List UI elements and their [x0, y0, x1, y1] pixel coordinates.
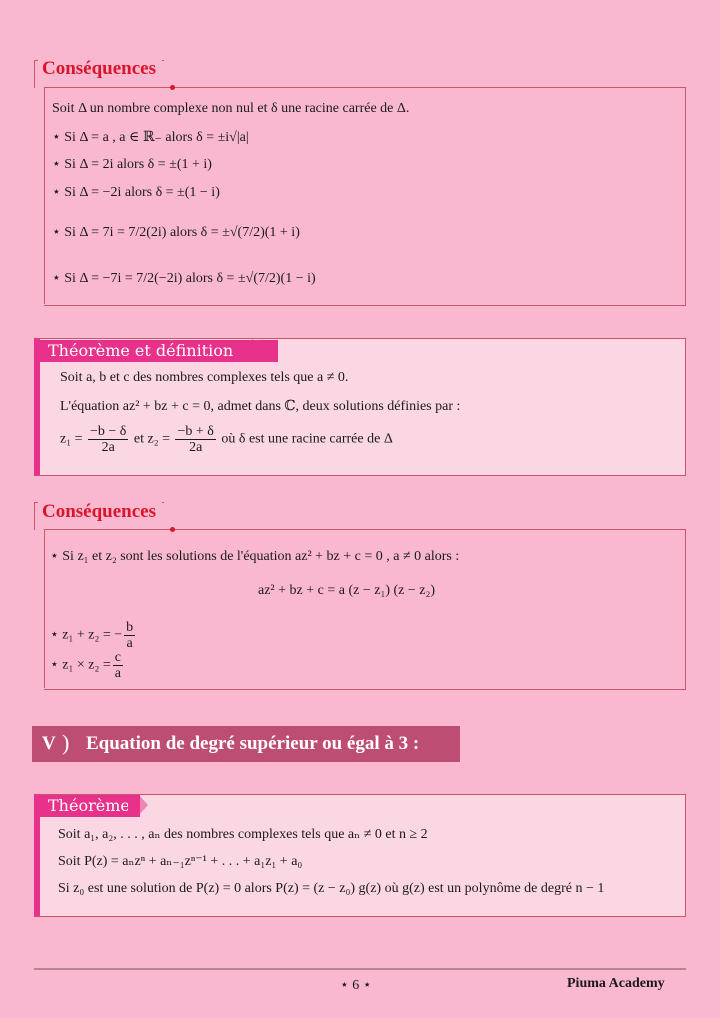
z1-label: z₁ = [60, 431, 83, 447]
consequences-title-2: Conséquences [38, 501, 162, 523]
fraction: $\frac{-b + \delta}{2a}$ [177, 424, 214, 455]
brand: Piuma Academy [567, 976, 665, 991]
section-title: Equation de degré supérieur ou égal à 3 : [86, 733, 420, 754]
theorem-tag-1: Théorème et définition [36, 340, 278, 362]
cons1-item: ⋆ Si Δ = −2i alors δ = ±(1 − i) [52, 185, 220, 200]
tag-arrow [262, 339, 272, 361]
tag-arrow [252, 339, 262, 361]
cons1-item: ⋆ Si Δ = 2i alors δ = ±(1 + i) [52, 157, 212, 172]
thm2-line3: Si z₀ est une solution de P(z) = 0 alors P(z) = (z − z₀) g(z) où g(z) est un polynôme de degré n − 1 [58, 881, 605, 896]
thm1-line3 [60, 424, 393, 455]
fraction: $\frac{-b - \delta}{2a}$ [90, 424, 127, 455]
theorem-tag-2: Théorème [36, 795, 140, 817]
title-dot [170, 527, 175, 532]
cons2-product: ⋆ z₁ × z₂ = $\frac{c}{a}$ [50, 650, 121, 681]
title-dot [170, 85, 175, 90]
section-number: V [42, 733, 56, 754]
cons1-intro: Soit Δ un nombre complexe non nul et δ une racine carrée de Δ. [52, 101, 410, 116]
page-number: ⋆ 6 ⋆ [340, 978, 372, 993]
z2-label: et z₂ = [133, 431, 170, 447]
thm2-line2: Soit P(z) = aₙzⁿ + aₙ₋₁zⁿ⁻¹ + . . . + a₁z₁ + a₀ [58, 854, 303, 869]
tag-arrow [138, 794, 148, 816]
footer-rule [34, 968, 686, 970]
cons2-line1: ⋆ Si z₁ et z₂ sont les solutions de l'équation az² + bz + c = 0 , a ≠ 0 alors : [50, 549, 460, 564]
cons2-factorization: az² + bz + c = a (z − z₁) (z − z₂) [258, 583, 436, 598]
thm2-line1: Soit a₁, a₂, . . . , aₙ des nombres complexes tels que aₙ ≠ 0 et n ≥ 2 [58, 827, 428, 842]
paren: ) [62, 730, 70, 755]
frame-accent [34, 60, 35, 88]
cons1-item: ⋆ Si Δ = a , a ∈ ℝ₋ alors δ = ±i√|a| [52, 130, 249, 145]
cons1-item: ⋆ Si Δ = 7i = 7/2(2i) alors δ = ±√(7/2)(1 + i) [52, 225, 300, 240]
consequences-title-1: Conséquences [38, 58, 162, 80]
delta-note: où δ est une racine carrée de Δ [221, 431, 393, 447]
section-banner [32, 726, 460, 762]
cons1-item: ⋆ Si Δ = −7i = 7/2(−2i) alors δ = ±√(7/2)(1 − i) [52, 271, 316, 286]
cons2-sum: ⋆ z₁ + z₂ = − $\frac{b}{a}$ [50, 620, 134, 651]
tag-arrow [128, 794, 138, 816]
frame-accent [34, 502, 35, 530]
thm1-line2: L'équation az² + bz + c = 0, admet dans ℂ, deux solutions définies par : [60, 399, 461, 414]
thm1-line1: Soit a, b et c des nombres complexes tels que a ≠ 0. [60, 370, 349, 385]
